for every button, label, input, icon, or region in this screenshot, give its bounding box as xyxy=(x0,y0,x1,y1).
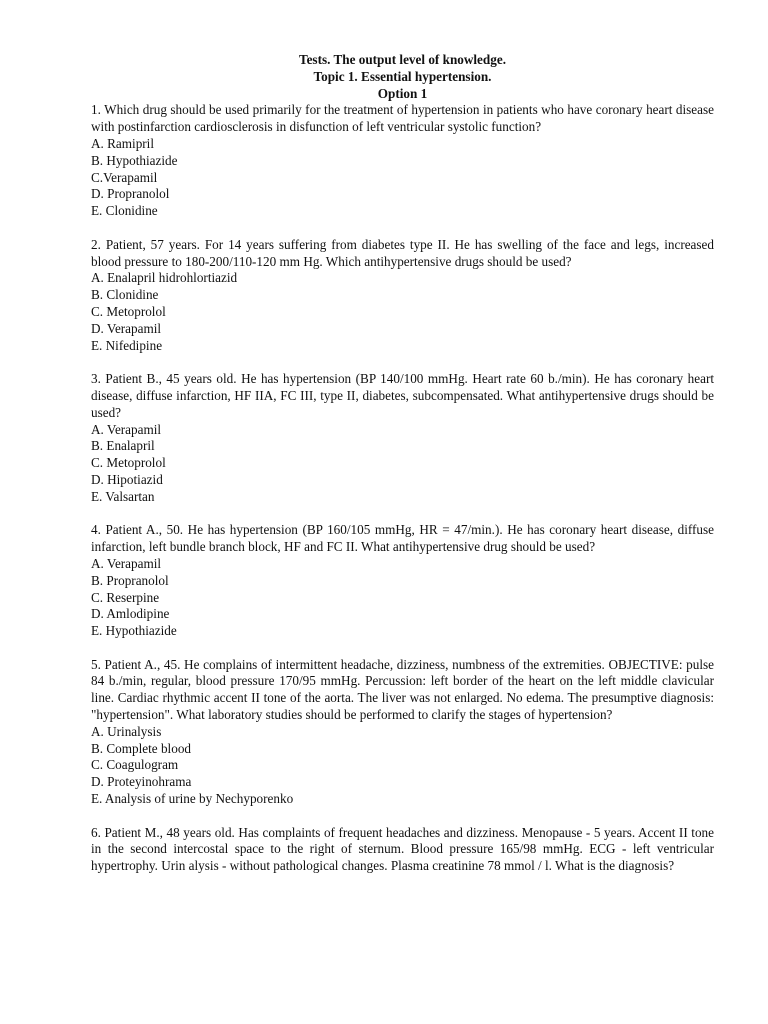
question-block xyxy=(91,237,714,355)
questions-list xyxy=(91,102,714,875)
answer-option: B. Enalapril xyxy=(91,438,155,454)
question-block xyxy=(91,522,714,640)
topic-title: Topic 1. Essential hypertension. xyxy=(313,68,492,84)
question-text: 2. Patient, 57 years. For 14 years suffering from diabetes type II. He has swelling of the face and legs, increased blood pressure to 180-200/110-120 mm Hg. Which antihypertensive drugs should be used? xyxy=(91,236,714,269)
question-block xyxy=(91,657,714,808)
answer-options xyxy=(91,270,714,354)
answer-option: A. Verapamil xyxy=(91,421,162,437)
question-block xyxy=(91,371,714,505)
answer-option: C.Verapamil xyxy=(91,169,158,185)
answer-option: A. Urinalysis xyxy=(91,723,162,739)
answer-option: C. Metoprolol xyxy=(91,303,166,319)
question-text: 3. Patient B., 45 years old. He has hypertension (BP 140/100 mmHg. Heart rate 60 b./min). He has coronary heart disease, diffuse infarction, HF IIA, FC III, type II, diabetes, subcompensated. What antihypertensive drugs should be used? xyxy=(91,371,714,420)
document-header xyxy=(91,52,714,102)
answer-option: B. Propranolol xyxy=(91,572,169,588)
answer-option: E. Nifedipine xyxy=(91,337,163,353)
option-title: Option 1 xyxy=(377,85,428,101)
answer-option: A. Enalapril hidrohlortiazid xyxy=(91,270,238,286)
answer-options xyxy=(91,422,714,506)
answer-option: A. Verapamil xyxy=(91,555,162,571)
answer-options xyxy=(91,556,714,640)
answer-option: B. Hypothiazide xyxy=(91,152,178,168)
question-text: 1. Which drug should be used primarily for the treatment of hypertension in patients who have coronary heart disease with postinfarction cardiosclerosis in disfunction of left ventricular systolic function? xyxy=(91,102,714,135)
question-text: 6. Patient M., 48 years old. Has complaints of frequent headaches and dizziness. Menopause - 5 years. Accent II tone in the second intercostal space to the right of sternum. Blood pressure 165/98 mmHg. ECG - left ventricular hypertrophy. Urin alysis - without pathological changes. Plasma creatinine 78 mmol / l. What is the diagnosis? xyxy=(91,824,714,874)
answer-options xyxy=(91,724,714,808)
answer-option: C. Coagulogram xyxy=(91,757,179,773)
answer-option: D. Verapamil xyxy=(91,320,162,336)
question-text: 5. Patient A., 45. He complains of intermittent headache, dizziness, numbness of the extremities. OBJECTIVE: pulse 84 b./min, regular, blood pressure 170/95 mmHg. Percussion: left border of the heart on the left middle clavicular line. Cardiac rhythmic accent II tone of the aorta. The liver was not enlarged. No edema. The presumptive diagnosis: "hypertension". What laboratory studies should be performed to clarify the stages of hypertension? xyxy=(91,656,714,723)
answer-option: B. Complete blood xyxy=(91,740,192,756)
answer-option: B. Clonidine xyxy=(91,287,159,303)
document-title: Tests. The output level of knowledge. xyxy=(299,52,506,67)
answer-option: E. Analysis of urine by Nechyporenko xyxy=(91,791,294,807)
answer-option: E. Valsartan xyxy=(91,488,155,504)
answer-options xyxy=(91,136,714,220)
question-block xyxy=(91,102,714,220)
answer-option: C. Metoprolol xyxy=(91,455,166,471)
answer-option: E. Hypothiazide xyxy=(91,623,177,639)
answer-option: D. Hipotiazid xyxy=(91,471,163,487)
answer-option: D. Amlodipine xyxy=(91,606,170,622)
answer-option: A. Ramipril xyxy=(91,135,155,151)
answer-option: C. Reserpine xyxy=(91,589,160,605)
answer-option: E. Clonidine xyxy=(91,203,158,219)
question-text: 4. Patient A., 50. He has hypertension (BP 160/105 mmHg, HR = 47/min.). He has coronary heart disease, diffuse infarction, left bundle branch block, HF and FC II. What antihypertensive drug should be used? xyxy=(91,522,714,555)
question-block xyxy=(91,825,714,875)
answer-option: D. Proteyinohrama xyxy=(91,774,192,790)
answer-option: D. Propranolol xyxy=(91,186,170,202)
